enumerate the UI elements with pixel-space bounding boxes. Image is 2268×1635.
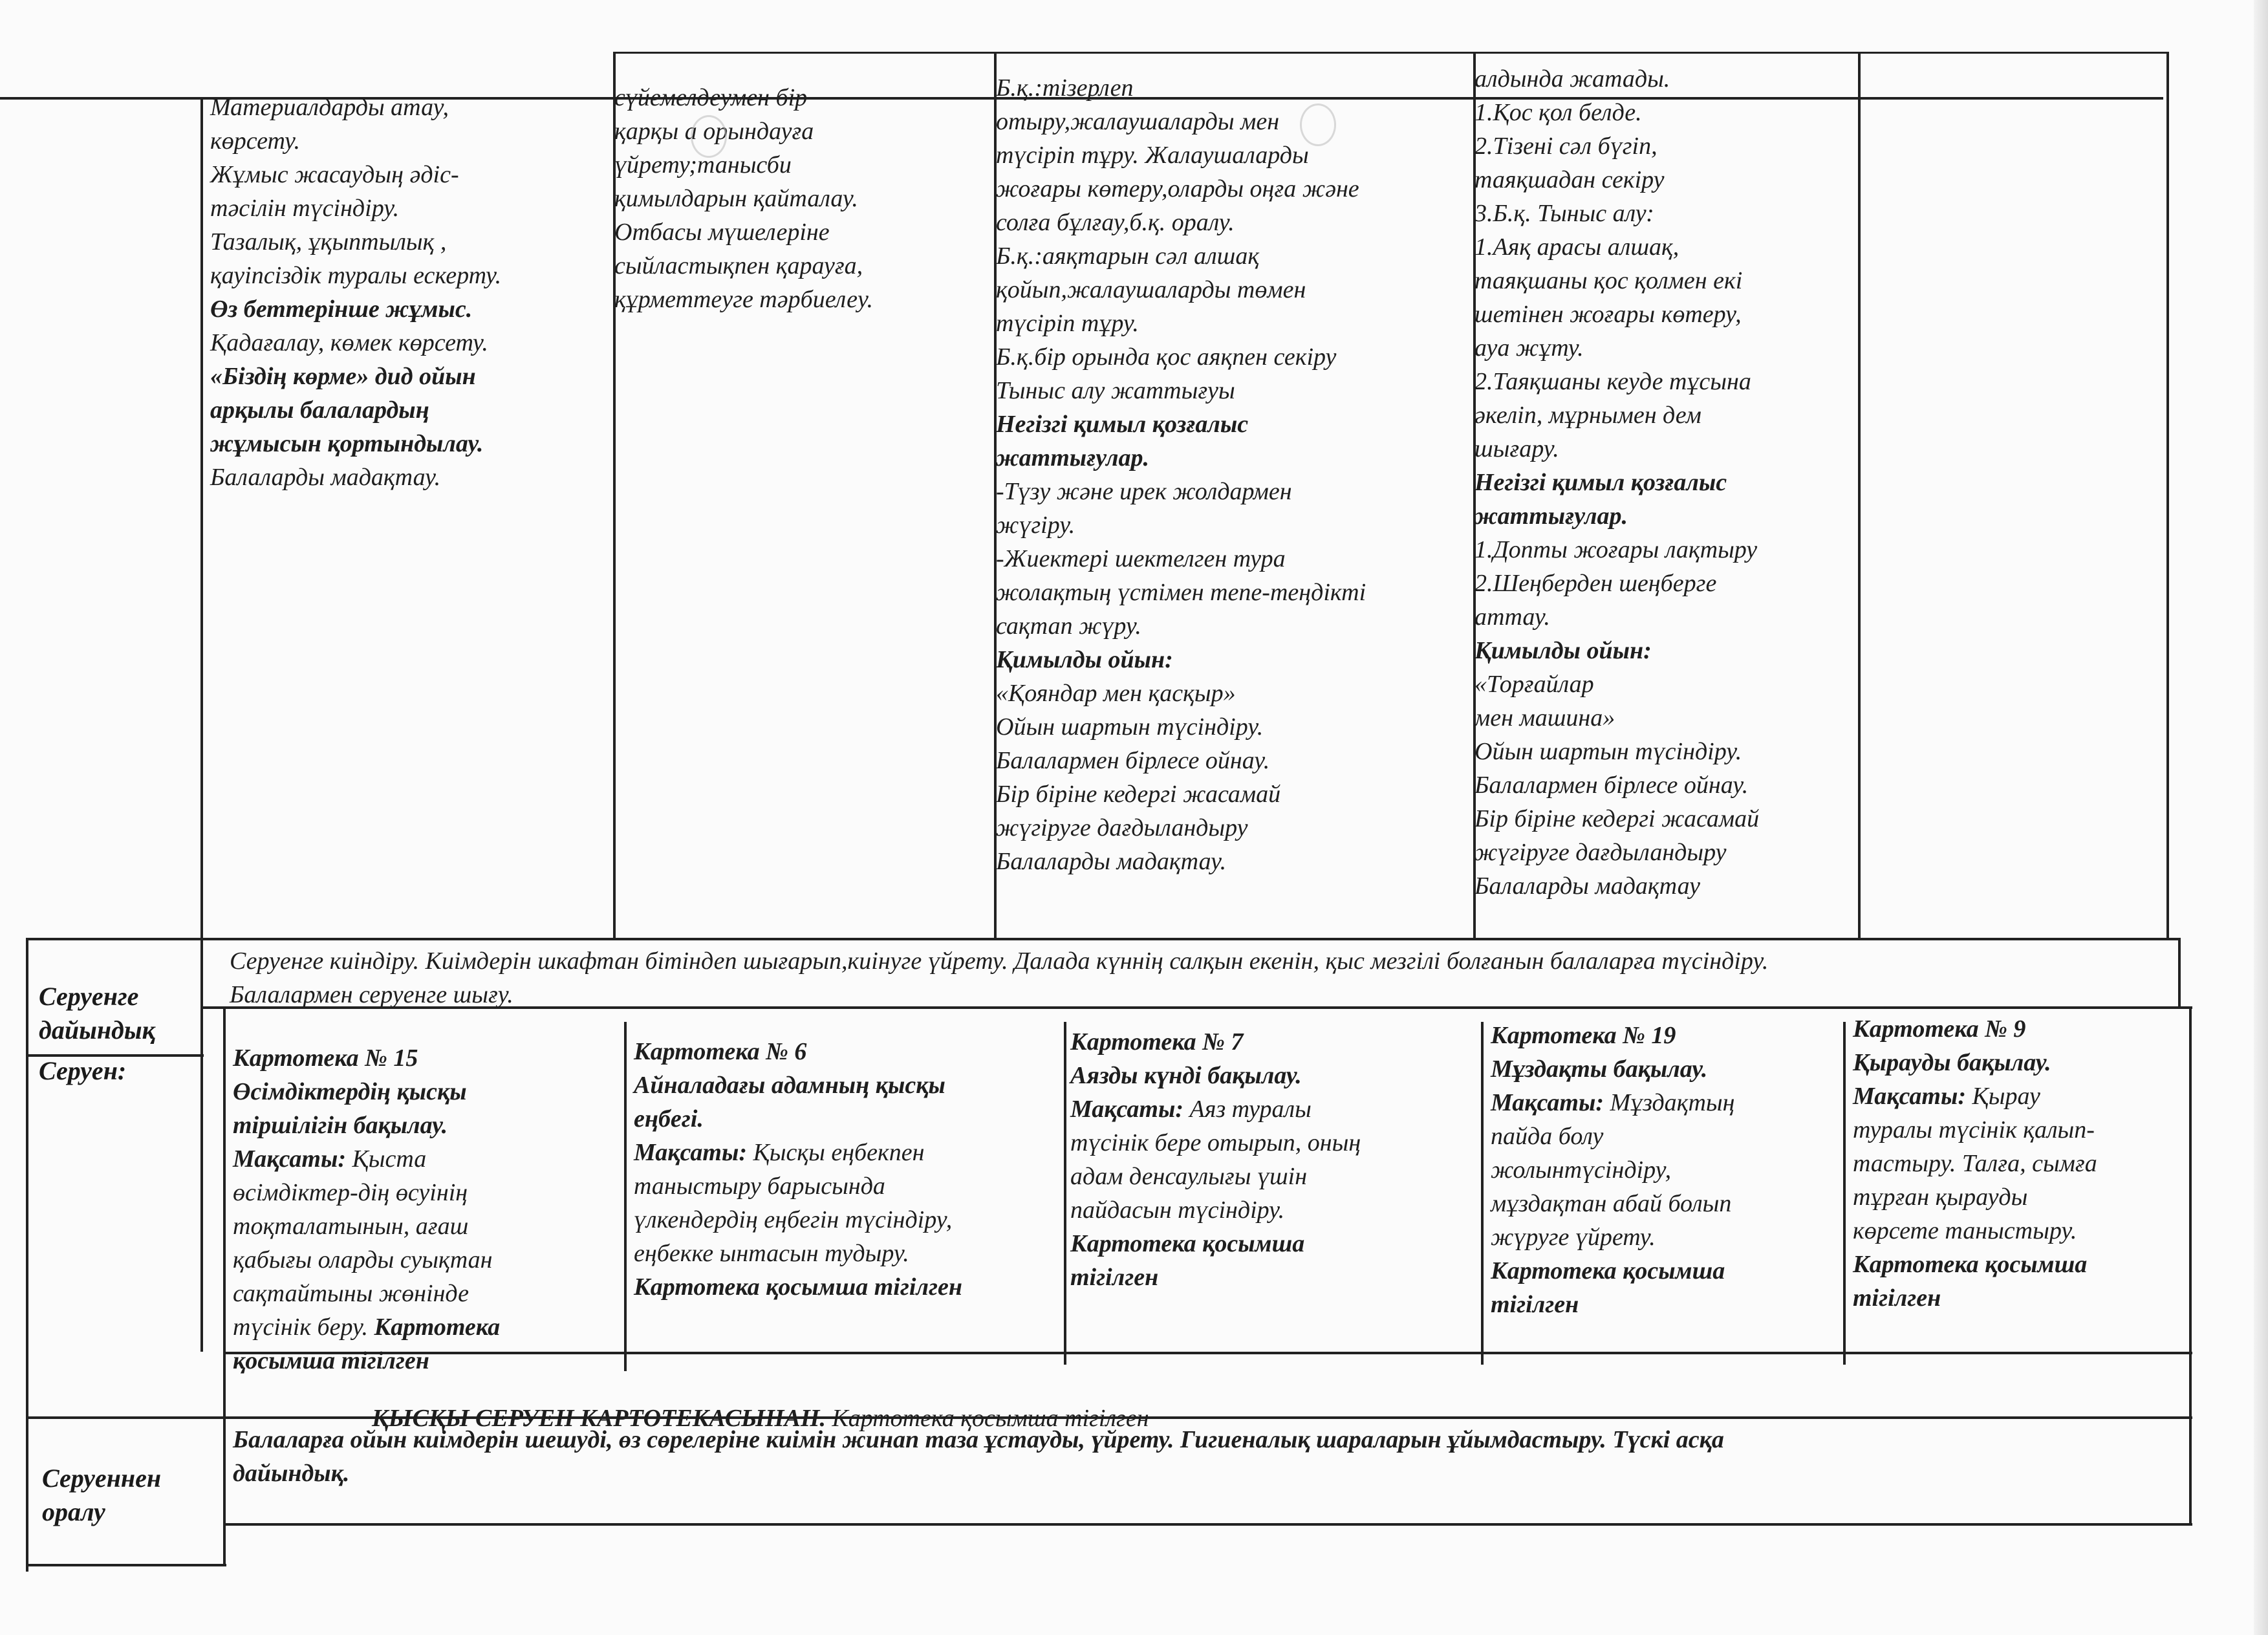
seruen-card-4	[1491, 1019, 1840, 1348]
seruen-card-1	[233, 1041, 621, 1391]
bold-text-segment: Негізгі қимыл қозғалыс жаттығулар.	[1474, 469, 1727, 530]
bold-text-segment: Картотека қосымша тігілген	[634, 1273, 962, 1301]
row-label-seruen: Серуен:	[39, 1056, 127, 1085]
seruen-footer-bold: ҚЫСҚЫ СЕРУЕН КАРТОТЕКАСЫНАН.	[372, 1405, 826, 1432]
bold-text-segment: Картотека қосымша тігілген	[1070, 1230, 1305, 1291]
bold-text-segment: Картотека № 19 Мұздақты бақылау. Мақсаты:	[1491, 1022, 1708, 1116]
text-segment: Қырау туралы түсінік қалып- тастыру. Талға, сымға тұрған қырауды көрсете таныстыру.	[1853, 1083, 2097, 1244]
bold-text-segment: «Біздің көрме» дид ойын арқылы балалардың жұмысын қортындылау.	[210, 363, 484, 457]
table-line	[2189, 1006, 2192, 1524]
row-label-seruennen: Серуеннен оралу	[42, 1464, 162, 1526]
scan-edge	[2254, 0, 2268, 1635]
scan-smudge	[691, 115, 727, 158]
bold-text-segment: Картотека қосымша тігілген	[1853, 1251, 2088, 1312]
bold-text-segment: Картотека қосымша тігілген	[233, 1314, 501, 1374]
text-segment: 1.Допты жоғары лақтыру 2.Шеңберден шеңберге аттау.	[1474, 536, 1758, 631]
table-line	[2178, 938, 2181, 1009]
seruen-footer	[372, 1368, 2170, 1432]
bold-text-segment: Картотека № 6 Айналадағы адамның қысқы еңбегі. Мақсаты:	[634, 1038, 945, 1166]
seruen-footer-rest: Картотека қосымша тігілген	[825, 1405, 1149, 1432]
text-segment: Қадағалау, көмек көрсету.	[210, 329, 488, 356]
bold-text-segment: Негізгі қимыл қозғалыс жаттығулар.	[996, 411, 1249, 471]
row-text-seruenge: Серуенге киіндіру. Киімдерін шкафтан бітіндеп шығарып,киінуге үйрету. Далада күннің салқын екенін, қыс мезгілі болғанын балаларға түсіндіру. Балалармен серуенге шығу.	[230, 947, 1769, 1008]
text-segment: Аяз туралы түсінік бере отырып, оның адам денсаулығы үшін пайдасын түсіндіру.	[1070, 1096, 1361, 1224]
bold-text-segment: Қимылды ойын:	[996, 646, 1173, 673]
bold-text-segment: Картотека № 15 Өсімдіктердің қысқы тіршілігін бақылау. Мақсаты:	[233, 1045, 467, 1173]
cell-column-3	[996, 71, 1468, 899]
text-segment: Қыста өсімдіктер-дің өсуінің тоқталатынын, ағаш қабығы оларды суықтан сақтайтыны жөнінде түсінік беру.	[233, 1145, 493, 1341]
bold-text-segment: Өз беттерінше жұмыс.	[210, 296, 473, 323]
table-line	[223, 1416, 226, 1565]
cell-column-2	[614, 81, 989, 365]
text-segment: -Түзу және ирек жолдармен жүгіру. -Жиектері шектелген тура жолақтың үстімен тепе-теңдікті сақтап жүру.	[996, 478, 1366, 640]
table-line	[26, 938, 28, 1572]
seruen-card-2	[634, 1035, 1061, 1358]
text-segment: Мұздақтың пайда болу жолынтүсіндіру, мұздақтан абай болып жүруге үйрету.	[1491, 1089, 1735, 1251]
row-label-seruenge: Серуенге дайындық	[39, 982, 155, 1045]
bold-text-segment: Картотека № 9 Қырауды бақылау. Мақсаты:	[1853, 1015, 2051, 1110]
text-segment: сүйемелдеумен бір қарқы а орындауға үйрету;танысби қимылдарын қайталау. Отбасы мүшелеріне сыйластықпен қарауға, құрметтеуге тәрбиелеу.	[614, 84, 874, 313]
scan-smudge	[1300, 103, 1336, 146]
table-line	[26, 938, 2179, 940]
table-line	[1481, 1022, 1484, 1365]
text-segment: Балаларды мадақтау.	[210, 464, 441, 491]
text-segment: Б.қ.:тізерлеп отыру,жалаушаларды мен түсіріп тұру. Жалаушаларды жоғары көтеру,оларды оңға және солға бұлғау,б.қ. оралу. Б.қ.:аяқтарын сәл алшақ қойып,жалаушаларды төмен түсіріп тұру. Б.қ.бір орында қос аяқпен секіру Тыныс алу жаттығуы	[996, 74, 1359, 404]
table-line	[1843, 1022, 1846, 1365]
table-line	[624, 1022, 627, 1371]
seruen-card-3	[1070, 1025, 1478, 1348]
text-segment: «Қояндар мен қасқыр» Ойын шартын түсіндіру. Балалармен бірлесе ойнау. Бір біріне кедергі жасамай жүгіруге дағдыландыру Балаларды мадақтау.	[996, 680, 1281, 875]
bold-text-segment: Қимылды ойын:	[1474, 637, 1652, 664]
seruen-card-5	[1853, 1012, 2186, 1348]
cell-column-4	[1474, 62, 1856, 903]
bold-text-segment: Картотека № 7 Аязды күнді бақылау. Мақсаты:	[1070, 1028, 1302, 1123]
table-line	[223, 1523, 2192, 1526]
text-segment: «Торғайлар мен машина» Ойын шартын түсіндіру. Балалармен бірлесе ойнау. Бір біріне кедергі жасамай жүгіруге дағдыландыру Балаларды мадақтау	[1474, 671, 1760, 900]
text-segment: Материалдарды атау, көрсету. Жұмыс жасаудың әдіс- тәсілін түсіндіру. Тазалық, ұқыптылық , қауіпсіздік туралы ескерту.	[210, 94, 502, 289]
row-text-seruennen: Балаларға ойын киімдерін шешуді, өз сөрелеріне киімін жинап таза ұстауды, үйрету. Гигиеналық шараларын ұйымдастыру. Түскі асқа дайындық.	[233, 1426, 1724, 1487]
table-line	[26, 1564, 226, 1566]
bold-text-segment: Картотека қосымша тігілген	[1491, 1257, 1725, 1318]
table-line	[613, 52, 2169, 54]
table-line	[1858, 52, 1861, 938]
text-segment: Қысқы еңбекпен таныстыру барысында үлкендердің еңбегін түсіндіру, еңбекке ынтасын тудыру.	[634, 1139, 953, 1267]
table-line	[2166, 52, 2169, 938]
table-line	[1064, 1022, 1066, 1365]
table-line	[223, 1006, 226, 1420]
cell-column-1	[210, 91, 605, 504]
text-segment: алдында жатады. 1.Қос қол белде. 2.Тізені сәл бүгіп, таяқшадан секіру 3.Б.қ. Тыныс алу: 1.Аяқ арасы алшақ, таяқшаны қос қолмен екі шетінен жоғары көтеру, ауа жұту. 2.Таяқшаны кеуде тұсына әкеліп, мұрнымен дем шығару.	[1474, 65, 1751, 462]
table-line	[200, 97, 203, 1352]
